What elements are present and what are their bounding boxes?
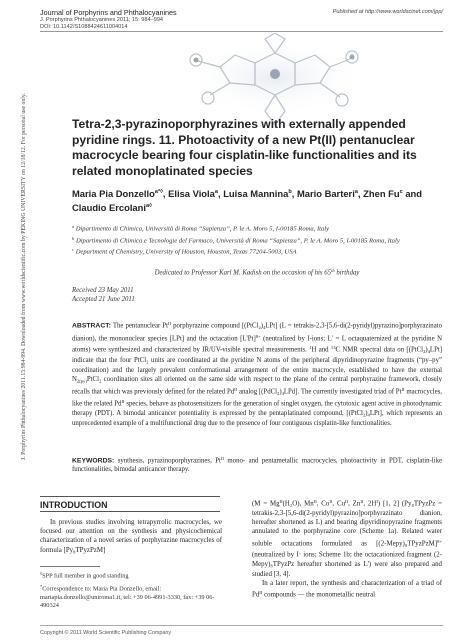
header-divider: [40, 31, 443, 32]
abstract: ABSTRACT: The pentanuclear $Pt^{II}$ porphyrazine compound $[(PtCl_2)_4LPt] (L$ = tetrakis-2,3-[5,6-di(2-pyridyl)pyrazino]porphyrazinato dianion), the mononuclear species [LPt] and the octacation $[L'Pt]^{8+}$ (neutralized by I-ions; L' = L octaquaternized at the pyridine N atoms) were synthesized and characterized by IR/UV-visible spectral measurements. $^1$H and $^{13}$C NMR spectral data on $[(PtCl_2)_4LPt]$ indicate that the four PtCl$_2$ units are coordinated at the pyridine N atoms of the peripheral dipyridinopyrazine fragments (“py–py” coordination) and the largely prevalent conformational arrangement of the entire macrocycle, established to have the external $N_{2(py)}PtCl_2$ coordination sites all oriented on the same side with respect to the plane of the central porphyrazine framework, closely recalls that which was previously defined for the related $Pd^{II}$ analog $[(PdCl_2)_4LPd]$. The currently investigated triad of $Pt^{II}$ macrocycles, like the related $Pd^{II}$ species, behave as photosensitizers for the generation of singlet oxygen, the cytotoxic agent active in photodynamic therapy (PDT). A bimodal anticancer potentiality is expressed by the pentaplatinated compound, $[(PtCl_2)_4LPt]$, which represents an unprecedented example of a multifunctional drug due to the presence of four contiguous cisplatin-like functionalities.: [72, 321, 443, 427]
download-sidebar: J. Porphyrins Phthalocyanines 2011.15:984-994. Downloaded from www.worldscientific.com by PEKING UNIVERSITY on 12/18/12. For personal use only.: [21, 93, 27, 460]
author-name: Elisa Viola: [168, 188, 215, 199]
dedication: Dedicated to Professor Karl M. Kadish on the occasion of his 65th birthday: [154, 268, 360, 277]
right-paragraph-2: In a later report, the synthesis and characterization of a triad of $Pd^{II}$ compounds — the monometallic neutral: [252, 579, 442, 599]
author-name: Claudio Ercolani: [72, 202, 146, 214]
intro-rule-bottom: [40, 511, 220, 512]
received-date: Received 23 May 2011: [72, 287, 134, 294]
affiliation-item: $^a$ Dipartimento di Chimica, Università di Roma “Sapienza”, P. le A. Moro 5, I-00185 Roma, Italy: [72, 224, 330, 233]
article-title: Tetra-2,3-pyrazinoporphyrazines with externally appended pyridine rings. 11. Photoactivity of a new Pt(II) pentanuclear macrocycle bearing four cisplatin-like functionalities and its related monoplatinated species: [72, 117, 417, 178]
footnote-spp: ◊SPP full member in good standing: [40, 571, 129, 580]
author-mark: a*◊: [154, 189, 163, 195]
doi-link[interactable]: DOI: 10.1142/S1088424611004014: [40, 24, 128, 30]
footnote-divider: [40, 566, 100, 567]
article-dates: [72, 286, 135, 305]
journal-name: Journal of Porphyrins and Phthalocyanines: [40, 8, 177, 17]
author-name: Zhen Fu: [363, 188, 400, 199]
affiliation-item: $^b$ Dipartimento di Chimica e Tecnologie del Farmaco, Università di Roma “Sapienza”, P. le A. Moro 5, I-00185 Roma, Italy: [72, 235, 400, 244]
affiliation-item: $^c$ Department of Chemistry, University of Houston, Houston, Texas 77204-5003, USA: [72, 247, 297, 256]
author-mark: a: [354, 189, 358, 195]
footnote-correspondence: *Correspondence to: Maria Pia Donzello, email: mariapia.donzello@uniroma1.it, tel: +39 06-4991-3330, fax: +39 06-490324: [40, 584, 215, 609]
right-column: [252, 497, 442, 600]
author-list: Maria Pia Donzello$^{a*◊}$, Elisa Viola$^a$, Luisa Mannina$^b$, Mario Barteri$^a$, Zhen Fu$^c$ and Claudio Ercolani$^{a◊}$: [72, 188, 423, 214]
copyright: Copyright © 2011 World Scientific Publishing Company: [40, 630, 172, 636]
author-mark: b: [288, 189, 292, 195]
intro-paragraph: In previous studies involving tetrapyrrolic macrocycles, we focused our attention on the synthesis and physicochemical characterization of a novel series of porphyrazine macrocycles of formula $[Py_8TPyzPzM]$: [40, 519, 222, 555]
keywords-label: KEYWORDS:: [72, 457, 115, 465]
author-mark: c: [399, 189, 403, 195]
right-paragraph-1: ($M = Mg^{II}(H_2O)$, $Mn^{II}$, $Co^{II}$, $Cu^{II}$, $Zn^{II}$, $2H^I$) [1, 2] (Py₈TPyzPz = tetrakis-2,3-[5,6-di(2-pyridyl)pyrazino]porphyrazinato dianion, hereafter shortened as L) and bearing dipyridinopyrazine fragments annulated to the porphyrazine core (Scheme 1a). Related water soluble octacations formulated as [(2-Mepy)₈TPyzPzM]$^{8+}$ (neutralized by I– ions; Scheme 1b; the octacationized fragment (2-Mepy)₈TPyzPz hereafter shortened as L') were also prepared and studied [3, 4].: [252, 499, 443, 578]
author-mark: a◊: [145, 203, 152, 210]
keywords: KEYWORDS: synthesis, pyrazinoporphyrazines, $Pt^{II}$ mono- and pentametallic macrocycles, photoactivity in PDT, cisplatin-like functionalities, bimodal anticancer therapy.: [72, 456, 442, 474]
author-name: Luisa Mannina: [223, 188, 289, 199]
affiliations: [72, 222, 442, 257]
intro-rule-top: [40, 496, 220, 497]
journal-header: [40, 8, 177, 31]
intro-heading: INTRODUCTION: [40, 500, 108, 510]
accepted-date: Accepted 21 June 2011: [72, 296, 135, 304]
abstract-label: ABSTRACT:: [72, 322, 111, 330]
author-name: Mario Barteri: [296, 188, 355, 199]
author-name: Maria Pia Donzello: [72, 188, 155, 199]
author-mark: a: [214, 189, 218, 195]
journal-citation: J. Porphyrins Phthalocyanines 2011; 15: 984–994: [40, 17, 164, 23]
footer-divider: [40, 625, 443, 626]
published-url[interactable]: Published at http://www.worldscinet.com/jpp/: [332, 9, 443, 15]
